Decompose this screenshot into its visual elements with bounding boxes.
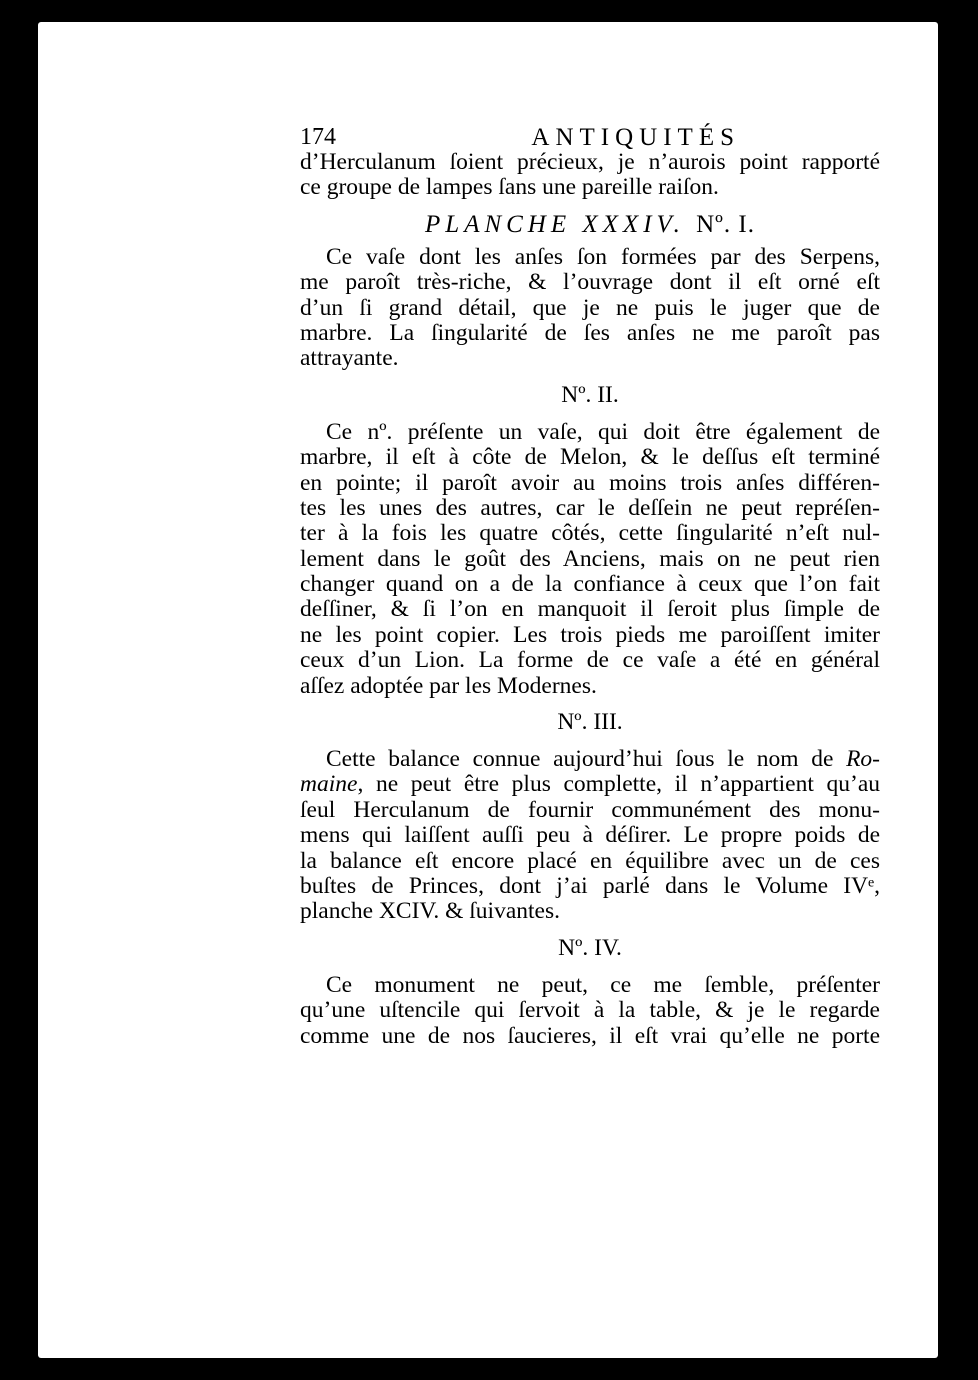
section-heading-4: Nº. IV.: [558, 934, 622, 961]
paragraph-4: [300, 973, 880, 1049]
paragraph-1: [300, 245, 880, 372]
text-line: comme une de nos ſaucieres, il eſt vrai qu’elle ne porte: [300, 1023, 880, 1049]
text-line: en pointe; il paroît avoir au moins trois anſes différen-: [300, 470, 880, 496]
text-line: ter à la fois les quatre côtés, cette ſingularité n’eſt nul-: [300, 521, 880, 547]
text-line: lement dans le goût des Anciens, mais on ne peut rien: [300, 546, 880, 572]
text-line: ce groupe de lampes ſans une pareille raiſon.: [300, 174, 719, 201]
text-run: Cette balance connue aujourd’hui ſous le nom de: [326, 747, 847, 773]
text-line: d’Herculanum ſoient précieux, je n’aurois point rapporté: [300, 150, 880, 175]
plate-title: PLANCHE XXXIV.: [425, 210, 685, 238]
page-text: [300, 120, 880, 1049]
page-number: 174: [300, 123, 336, 150]
intro-paragraph: [300, 150, 880, 201]
running-title: ANTIQUITÉS: [531, 123, 740, 151]
text-line: Ce vaſe dont les anſes ſon formées par des Serpens,: [326, 244, 880, 270]
text-line: Ce monument ne peut, ce me ſemble, préſenter: [326, 972, 880, 998]
text-line: d’un ſi grand détail, que je ne puis le juger que de: [300, 295, 880, 321]
text-line: la balance eſt encore placé en équilibre avec un de ces: [300, 848, 880, 874]
text-line: Ce nº. préſente un vaſe, qui doit être également de: [326, 419, 880, 445]
paragraph-2: [300, 420, 880, 699]
text-line: marbre, il eſt à côte de Melon, & le deſſus eſt terminé: [300, 445, 880, 471]
text-line: tes les unes des autres, car le deſſein ne peut repréſen-: [300, 495, 880, 521]
text-line: me paroît très-riche, & l’ouvrage dont il eſt orné eſt: [300, 270, 880, 296]
paragraph-3: [300, 747, 880, 925]
text-line: deſſiner, & ſi l’on en manquoit il ſeroit plus ſimple de: [300, 597, 880, 623]
text-run: , ne peut être plus complette, il n’appartient qu’au: [357, 772, 880, 798]
text-line: marbre. La ſingularité de ſes anſes ne me paroît pas: [300, 320, 880, 346]
text-line: mens qui laiſſent auſſi peu à déſirer. Le propre poids de: [300, 823, 880, 849]
text-line: [300, 772, 880, 797]
text-line: [300, 747, 880, 772]
text-line: attrayante.: [300, 345, 399, 372]
plate-number: Nº. I.: [696, 210, 755, 238]
text-line: changer quand on a de la confiance à ceux que l’on fait: [300, 572, 880, 598]
text-line: aſſez adoptée par les Modernes.: [300, 672, 597, 699]
plate-heading: [300, 205, 880, 245]
text-line: ceux d’un Lion. La forme de ce vaſe a été en général: [300, 648, 880, 674]
text-line: planche XCIV. & ſuivantes.: [300, 898, 560, 925]
section-heading-3: Nº. III.: [557, 709, 623, 736]
running-head: [300, 120, 880, 150]
text-line: ne les point copier. Les trois pieds me paroiſſent imiter: [300, 622, 880, 648]
text-line: ſeul Herculanum de fournir communément des monu-: [300, 797, 880, 823]
italic-word: Ro-: [846, 747, 880, 773]
italic-word: maine: [300, 772, 358, 798]
section-heading-2: Nº. II.: [561, 381, 619, 408]
text-line: buſtes de Princes, dont j’ai parlé dans le Volume IVᵉ,: [300, 873, 880, 899]
text-line: qu’une uſtencile qui ſervoit à la table, & je le regarde: [300, 998, 880, 1024]
